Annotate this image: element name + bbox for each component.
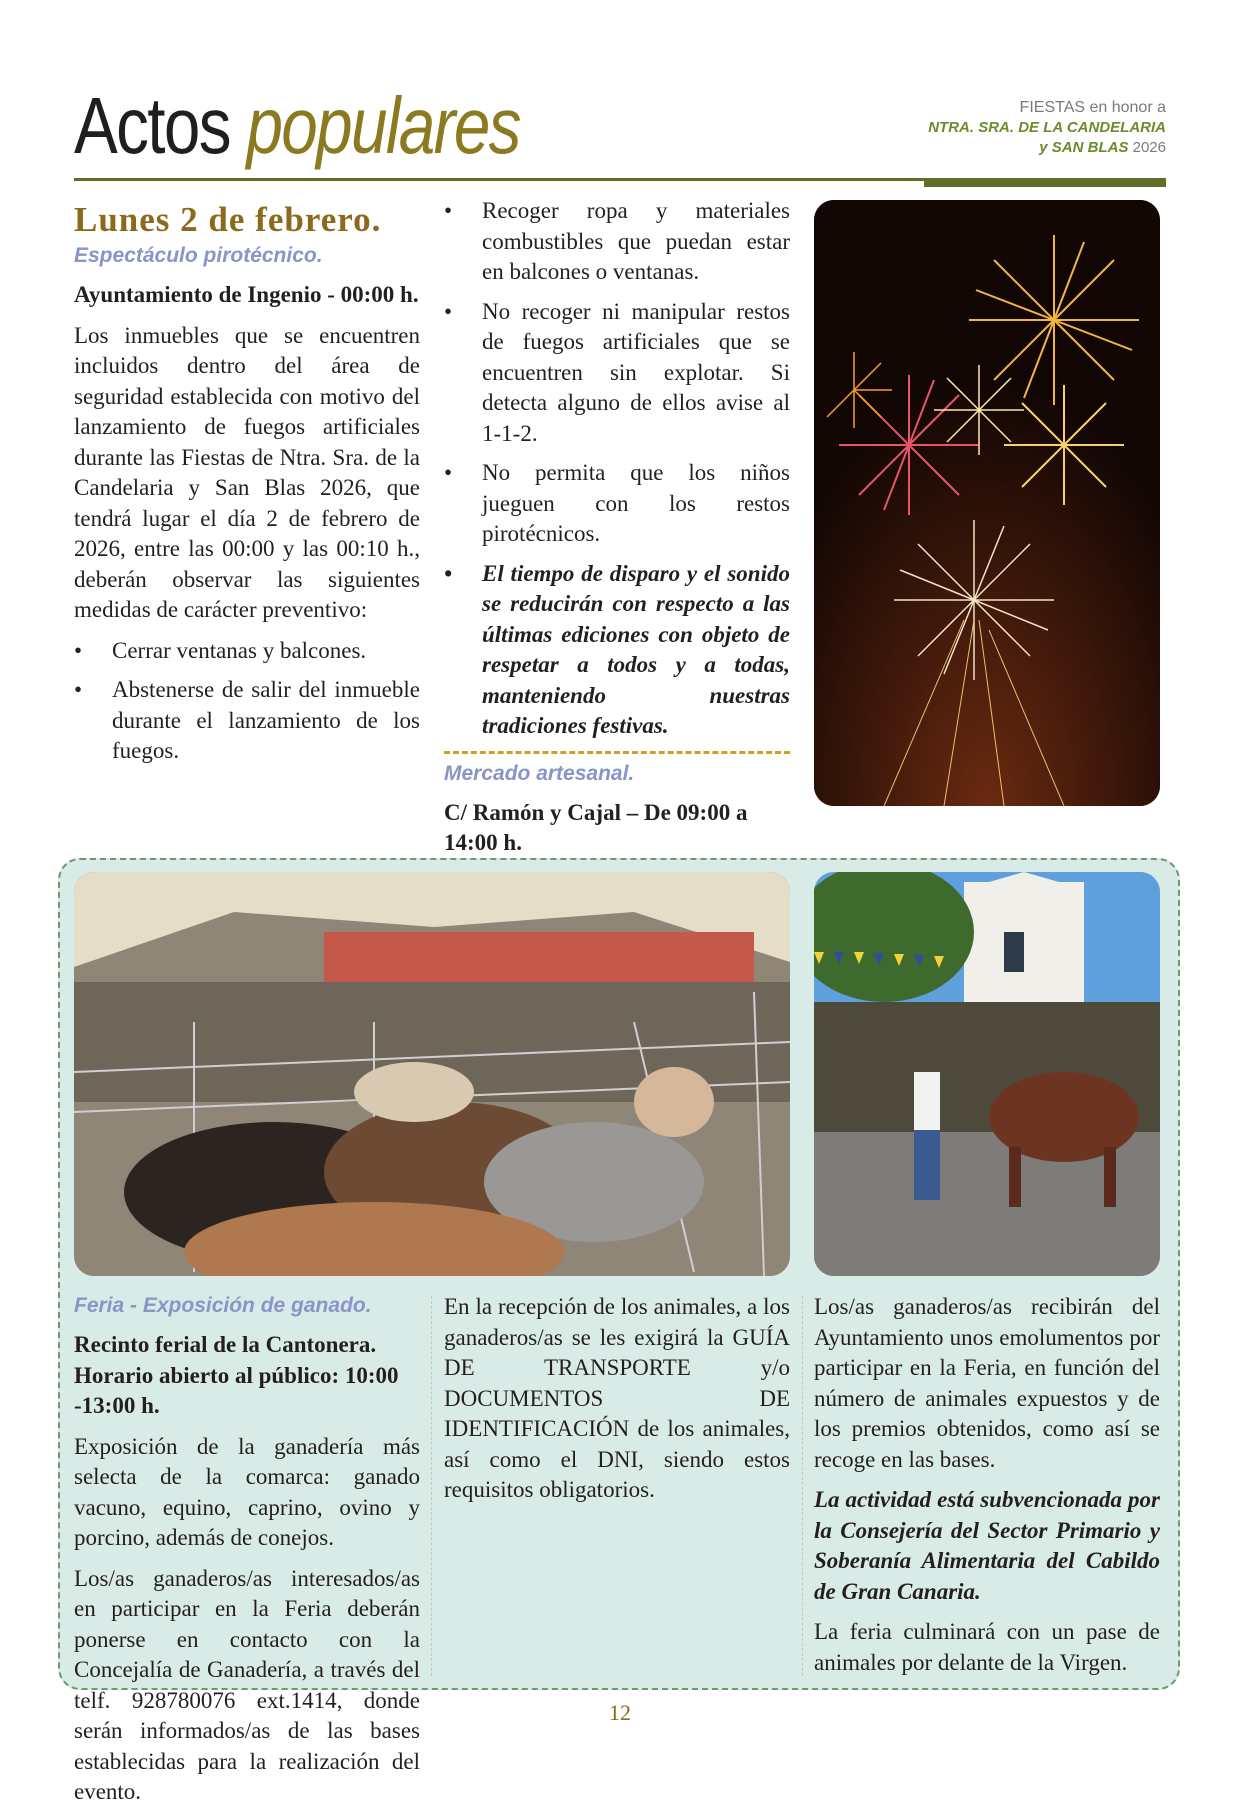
fireworks-photo — [814, 200, 1160, 806]
bullet-icon: • — [74, 677, 83, 702]
header-rule-accent — [924, 178, 1166, 187]
column-fair-middle — [444, 1292, 790, 1516]
column-divider — [802, 1296, 803, 1676]
bullet-icon: • — [444, 298, 453, 324]
page-title — [74, 78, 520, 174]
goats-pen-photo — [74, 872, 790, 1276]
fair-paragraph-5: La actividad está subvencionada por la Consejería del Sector Primario y Soberanía Alimentaria del Cabildo de Gran Canaria. — [814, 1487, 1160, 1604]
list-item-text: Recoger ropa y materiales combustibles que puedan estar en balcones o ventanas. — [482, 198, 790, 284]
column-fair-right — [814, 1292, 1160, 1688]
ox-procession-photo — [814, 872, 1160, 1276]
brand-line-3 — [928, 138, 1166, 158]
list-item — [444, 458, 790, 550]
bullet-icon: • — [444, 460, 453, 485]
fair-paragraph-3: En la recepción de los animales, a los ganaderos/as se les exigirá la GUÍA DE TRANSPORTE y/o DOCUMENTOS DE IDENTIFICACIÓN de los animales, así como el DNI, siendo estos requisitos obligatorios. — [444, 1294, 790, 1502]
publication-brand — [928, 98, 1166, 158]
list-item-text: No recoger ni manipular restos de fuegos artificiales que se encuentren sin explotar. Si detecta alguno de ellos avise al 1-1-2. — [482, 298, 790, 446]
safety-list-part2 — [444, 196, 790, 742]
fireworks-place: Ayuntamiento de Ingenio - 00:00 h. — [74, 282, 419, 307]
column-fireworks-left — [74, 200, 420, 776]
fair-paragraph-6: La feria culminará con un pase de animales por delante de la Virgen. — [814, 1619, 1160, 1675]
list-item — [444, 297, 790, 450]
safety-list-part1 — [74, 636, 420, 767]
fireworks-subtitle: Espectáculo pirotécnico. — [74, 244, 323, 267]
event-date-heading: Lunes 2 de febrero. — [74, 200, 382, 239]
list-item-text: Cerrar ventanas y balcones. — [112, 637, 367, 663]
fair-subtitle: Feria - Exposición de ganado. — [74, 1294, 372, 1317]
list-item-text: No permita que los niños jueguen con los restos pirotécnicos. — [482, 460, 790, 546]
ox-procession-illustration — [814, 872, 1160, 1276]
fair-paragraph-4: Los/as ganaderos/as recibirán del Ayuntamiento unos emolumentos por participar en la Feria, en función del número de animales expuestos y de los premios obtenidos, como así se recoge en las bases. — [814, 1294, 1160, 1472]
fair-place: Recinto ferial de la Cantonera. Horario abierto al público: 10:00 -13:00 h. — [74, 1332, 399, 1418]
brand-line-1: FIESTAS en honor a — [1019, 99, 1166, 116]
page-title-part2: populares — [246, 81, 520, 170]
list-item — [444, 196, 790, 288]
page-title-part1: Actos — [74, 81, 230, 170]
goats-pen-illustration — [74, 872, 790, 1276]
list-item-text: Abstenerse de salir del inmueble durante el lanzamiento de los fuegos. — [112, 677, 420, 763]
column-divider — [431, 1296, 432, 1676]
page-number: 12 — [609, 1700, 631, 1725]
fair-paragraph-2: Los/as ganaderos/as interesados/as en participar en la Feria deberán ponerse en contacto con la Concejalía de Ganadería, a través del telf. 928780076 ext.1414, donde serán informados/as de las bases establecidas para la realización del evento. — [74, 1565, 420, 1804]
column-fireworks-middle — [444, 196, 790, 869]
list-item — [444, 559, 790, 742]
fireworks-illustration — [814, 200, 1160, 806]
section-divider — [444, 751, 790, 754]
fair-paragraph-1: Exposición de la ganadería más selecta de la comarca: ganado vacuno, equino, caprino, ovino y porcino, además de conejos. — [74, 1433, 420, 1550]
brand-line-2: NTRA. SRA. DE LA CANDELARIA — [928, 119, 1166, 136]
list-item-text: El tiempo de disparo y el sonido se reducirán con respecto a las últimas ediciones con objeto de respetar a todos y a todas, manteniendo nuestras tradiciones festivas. — [482, 560, 790, 738]
list-item — [74, 675, 420, 767]
list-item — [74, 636, 420, 667]
column-fair-left — [74, 1292, 420, 1818]
bullet-icon: • — [444, 198, 453, 223]
brand-year: 2026 — [1132, 139, 1166, 156]
market-place: C/ Ramón y Cajal – De 09:00 a 14:00 h. — [444, 799, 748, 855]
brand-line-3-text: y SAN BLAS — [1039, 139, 1129, 156]
bullet-icon: • — [74, 637, 83, 663]
bullet-icon: • — [444, 560, 453, 586]
market-subtitle: Mercado artesanal. — [444, 761, 635, 785]
fireworks-body: Los inmuebles que se encuentren incluidos dentro del área de seguridad establecida con motivo del lanzamiento de fuegos artificiales durante las Fiestas de Ntra. Sra. de la Candelaria y San Blas 2026, que tendrá lugar el día 2 de febrero de 2026, entre las 00:00 y las 00:10 h., deberán observar las siguientes medidas de carácter preventivo: — [74, 322, 420, 622]
